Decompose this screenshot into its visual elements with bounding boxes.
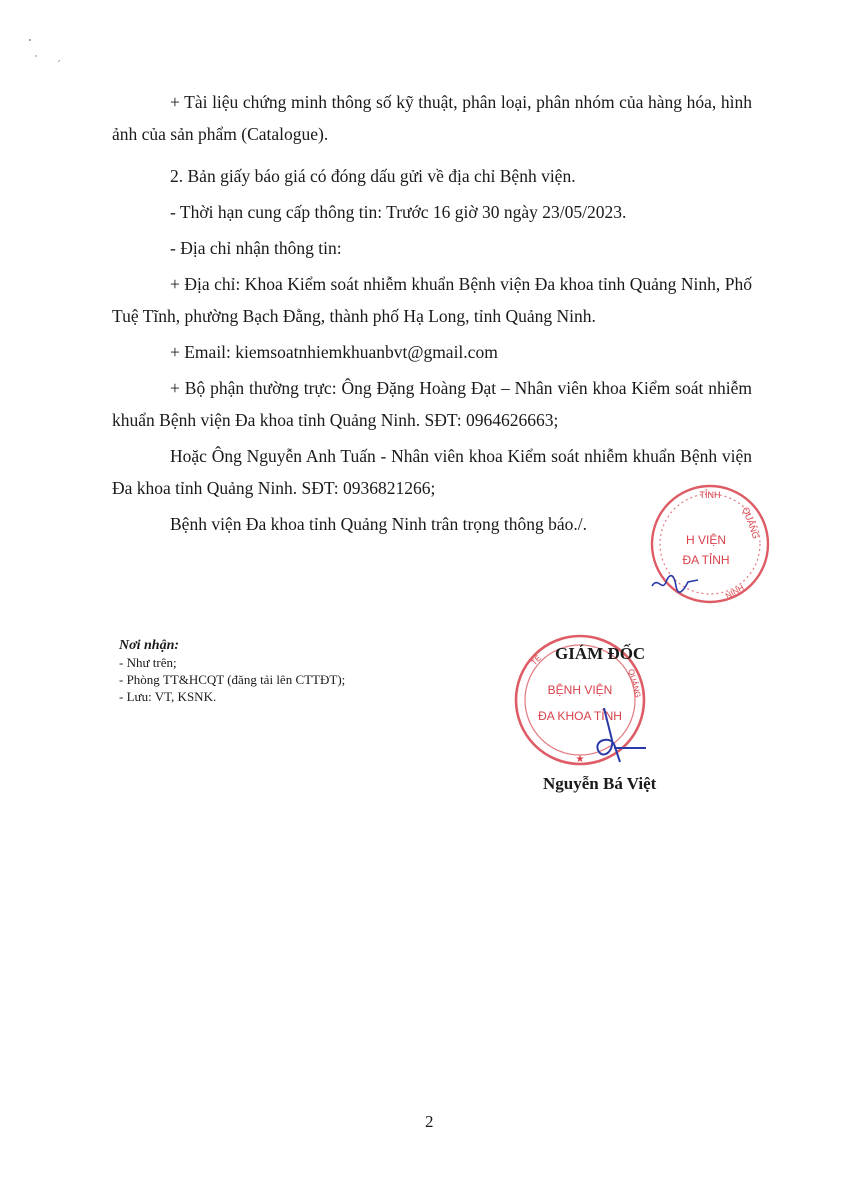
- stamp-top-text-5: NINH: [724, 583, 746, 601]
- recipient-item: - Phòng TT&HCQT (đăng tải lên CTTĐT);: [119, 672, 346, 687]
- initial-signature-icon: [650, 568, 700, 598]
- page-number: 2: [425, 1112, 434, 1131]
- paragraph-closing: Bệnh viện Đa khoa tỉnh Quảng Ninh trân trọng thông báo./.: [170, 514, 588, 534]
- paragraph-email: + Email: kiemsoatnhiemkhuanbvt@gmail.com: [170, 342, 498, 362]
- stamp-top-text-1: TỈNH: [699, 490, 721, 500]
- stamp-star-icon: ★: [575, 754, 585, 765]
- recipient-item: - Như trên;: [119, 655, 177, 670]
- recipient-item: - Lưu: VT, KSNK.: [119, 689, 217, 704]
- signatory-title: GIÁM ĐỐC: [555, 644, 646, 663]
- paragraph-contact-1: + Bộ phận thường trực: Ông Đặng Hoàng Đạt – Nhân viên khoa Kiểm soát nhiễm khuẩn Bệnh viện Đa khoa tỉnh Quảng Ninh. SĐT: 0964626663;: [112, 378, 752, 430]
- stamp-main-text-4: TẾ: [529, 653, 544, 668]
- recipients-block: [119, 637, 345, 705]
- scan-specks: [0, 0, 80, 80]
- stamp-top-text-3: H VIỆN: [685, 533, 727, 547]
- paragraph-contact-2: Hoặc Ông Nguyễn Anh Tuấn - Nhân viên khoa Kiểm soát nhiễm khuẩn Bệnh viện Đa khoa tỉnh Quảng Ninh. SĐT: 0936821266;: [112, 446, 752, 498]
- paragraph-catalogue: + Tài liệu chứng minh thông số kỹ thuật, phân loại, phân nhóm của hàng hóa, hình ảnh của sản phẩm (Catalogue).: [112, 92, 752, 144]
- paragraph-address: + Địa chỉ: Khoa Kiểm soát nhiễm khuẩn Bệnh viện Đa khoa tỉnh Quảng Ninh, Phố Tuệ Tĩnh, phường Bạch Đằng, thành phố Hạ Long, tỉnh Quảng Ninh.: [112, 274, 752, 326]
- signatory-name: Nguyễn Bá Việt: [543, 774, 657, 793]
- stamp-main-text-1: BỆNH VIỆN: [547, 683, 613, 697]
- paragraph-deadline: - Thời hạn cung cấp thông tin: Trước 16 giờ 30 ngày 23/05/2023.: [170, 202, 627, 222]
- stamp-main-text-3: QUẢNG: [626, 668, 643, 699]
- stamp-main-text-2: ĐA KHOA TỈNH: [538, 709, 622, 723]
- director-signature-icon: [590, 700, 650, 770]
- paragraph-address-heading: - Địa chỉ nhận thông tin:: [170, 238, 342, 258]
- stamp-top-text-2: QUẢNG: [740, 505, 762, 541]
- hospital-stamp-top: [640, 472, 770, 622]
- recipients-title: Nơi nhận:: [119, 638, 180, 653]
- paragraph-quote-paper: 2. Bản giấy báo giá có đóng dấu gửi về địa chỉ Bệnh viện.: [170, 166, 576, 186]
- stamp-top-text-4: ĐA TỈNH: [682, 553, 730, 567]
